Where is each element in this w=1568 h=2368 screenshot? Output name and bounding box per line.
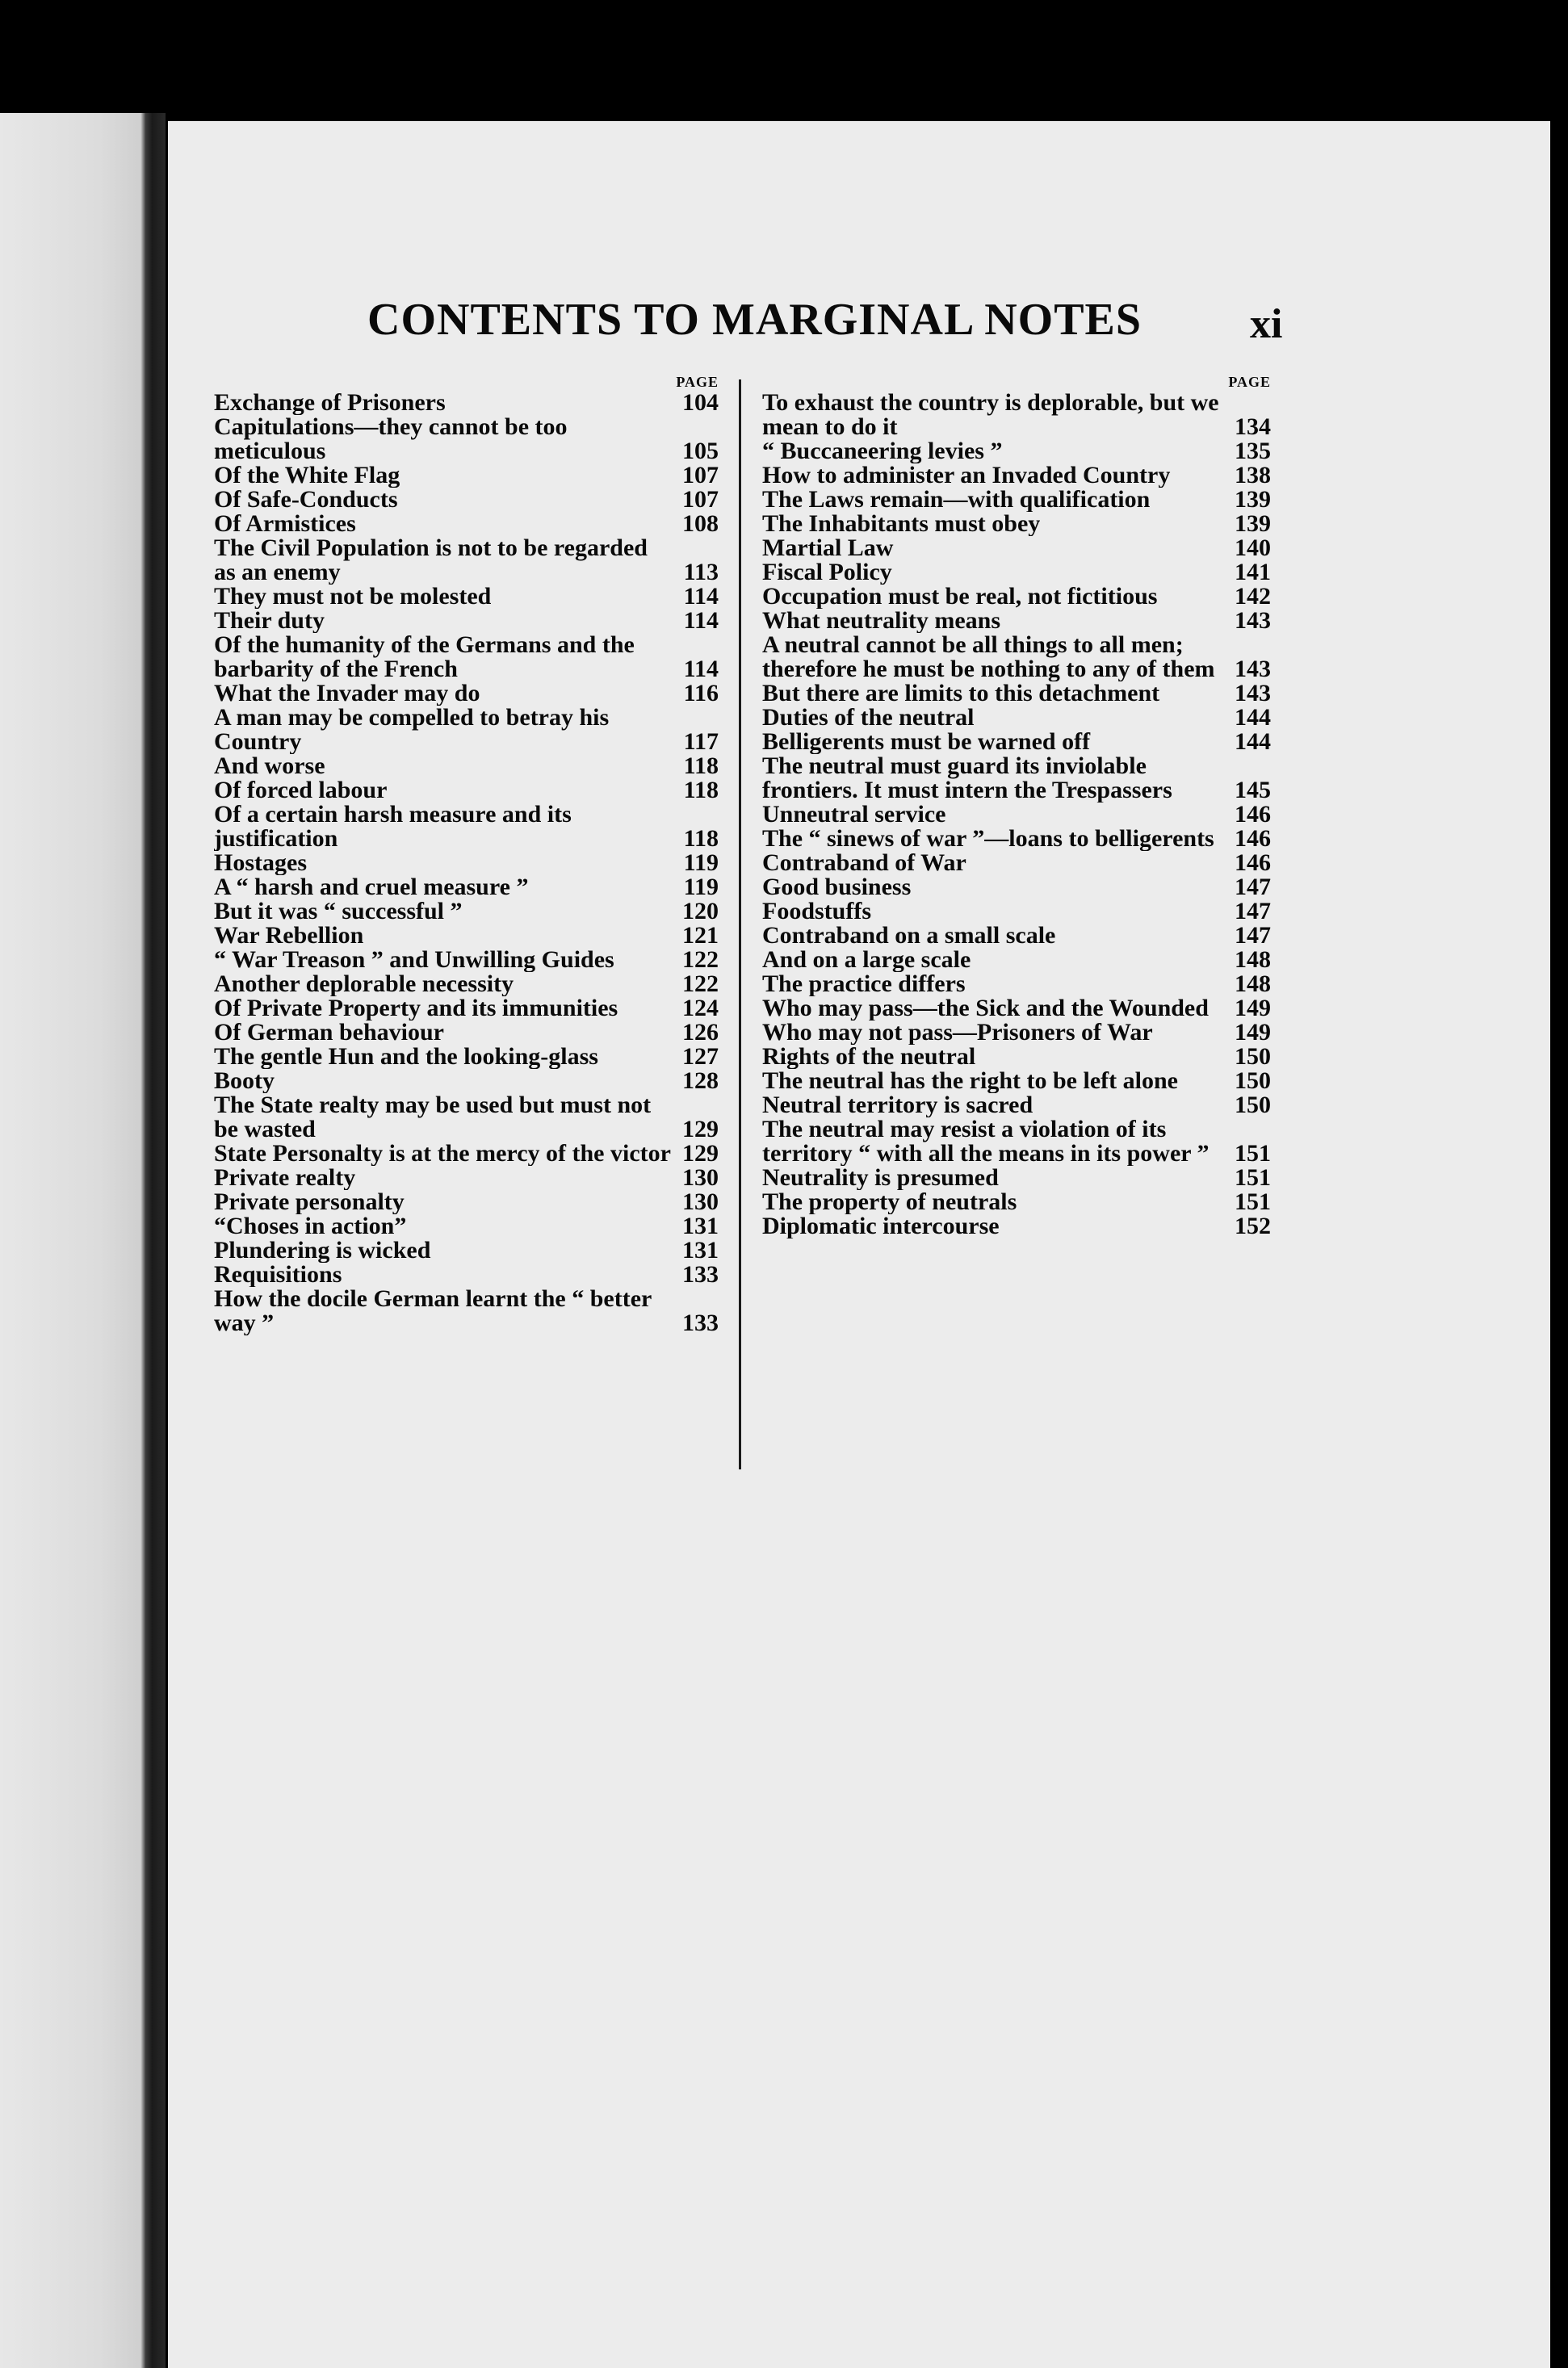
entry-title: Belligerents must be warned off — [762, 730, 1091, 754]
entry-page-number: 114 — [683, 607, 719, 634]
contents-entry — [762, 1190, 1271, 1214]
entry-title: They must not be molested — [214, 585, 492, 609]
entry-title: Rights of the neutral — [762, 1045, 976, 1069]
entry-title: Unneutral service — [762, 803, 946, 827]
entry-page-number: 107 — [682, 462, 719, 488]
entry-title: To exhaust the country is deplorable, but we mean to do it — [762, 391, 1219, 439]
entry-title: State Personalty is at the mercy of the victor — [214, 1142, 671, 1166]
contents-entry — [762, 681, 1271, 706]
entry-page-number: 130 — [682, 1164, 719, 1191]
entry-page-number: 131 — [682, 1213, 719, 1239]
entry-title: Duties of the neutral — [762, 706, 975, 730]
entry-page-number: 119 — [683, 849, 719, 876]
right-entry-list — [762, 391, 1271, 1238]
entry-title: But there are limits to this detachment — [762, 681, 1160, 706]
contents-entry — [214, 899, 719, 924]
entry-page-number: 117 — [683, 728, 719, 755]
entry-page-number: 149 — [1235, 995, 1271, 1021]
contents-entry — [214, 415, 719, 463]
entry-title: A man may be compelled to betray his Country — [214, 706, 610, 754]
contents-entry — [762, 585, 1271, 609]
contents-entry — [214, 1021, 719, 1045]
contents-entry — [214, 875, 719, 899]
entry-title: Neutral territory is sacred — [762, 1093, 1033, 1117]
entry-title: The practice differs — [762, 972, 966, 996]
entry-title: And worse — [214, 754, 325, 778]
entry-page-number: 144 — [1235, 704, 1271, 731]
entry-title: How to administer an Invaded Country — [762, 463, 1171, 488]
contents-entry — [762, 536, 1271, 560]
entry-title: Requisitions — [214, 1263, 342, 1287]
entry-page-number: 122 — [682, 946, 719, 973]
entry-page-number: 107 — [682, 486, 719, 513]
entry-title: Good business — [762, 875, 912, 899]
contents-entry — [214, 1214, 719, 1238]
column-divider — [739, 379, 741, 1469]
entry-page-number: 108 — [682, 510, 719, 537]
contents-entry — [214, 536, 719, 585]
entry-page-number: 130 — [682, 1188, 719, 1215]
entry-page-number: 142 — [1235, 583, 1271, 610]
entry-page-number: 146 — [1235, 825, 1271, 852]
entry-page-number: 131 — [682, 1237, 719, 1264]
entry-title: What neutrality means — [762, 609, 1000, 633]
contents-entry — [214, 803, 719, 851]
contents-entry — [762, 899, 1271, 924]
contents-entry — [214, 512, 719, 536]
entry-page-number: 113 — [683, 559, 719, 585]
contents-entry — [762, 1045, 1271, 1069]
entry-page-number: 151 — [1235, 1164, 1271, 1191]
entry-title: A neutral cannot be all things to all men; therefore he must be nothing to any of them — [762, 633, 1215, 681]
contents-entry — [214, 391, 719, 415]
contents-entry — [762, 730, 1271, 754]
entry-page-number: 121 — [682, 922, 719, 949]
entry-page-number: 146 — [1235, 801, 1271, 828]
entry-title: How the docile German learnt the “ better way ” — [214, 1287, 652, 1335]
entry-title: Diplomatic intercourse — [762, 1214, 1000, 1238]
entry-page-number: 148 — [1235, 970, 1271, 997]
contents-entry — [214, 754, 719, 778]
page-column-label: PAGE — [1228, 374, 1271, 390]
entry-page-number: 129 — [682, 1116, 719, 1142]
entry-title: The Civil Population is not to be regarded as an enemy — [214, 536, 648, 585]
entry-title: Exchange of Prisoners — [214, 391, 446, 415]
entry-title: Neutrality is presumed — [762, 1166, 999, 1190]
entry-title: The Laws remain—with qualification — [762, 488, 1151, 512]
contents-entry — [214, 1190, 719, 1214]
entry-title: The property of neutrals — [762, 1190, 1017, 1214]
entry-page-number: 145 — [1235, 777, 1271, 803]
contents-entry — [762, 463, 1271, 488]
entry-title: Foodstuffs — [762, 899, 872, 924]
entry-page-number: 140 — [1235, 534, 1271, 561]
contents-entry — [214, 972, 719, 996]
entry-title: Plundering is wicked — [214, 1238, 431, 1263]
contents-entry — [214, 1287, 719, 1335]
contents-entry — [762, 924, 1271, 948]
entry-page-number: 147 — [1235, 898, 1271, 924]
entry-page-number: 151 — [1235, 1140, 1271, 1167]
entry-page-number: 119 — [683, 874, 719, 900]
entry-title: And on a large scale — [762, 948, 971, 972]
contents-entry — [762, 488, 1271, 512]
contents-entry — [762, 706, 1271, 730]
contents-entry — [214, 1166, 719, 1190]
entry-page-number: 114 — [683, 656, 719, 682]
entry-page-number: 143 — [1235, 680, 1271, 706]
entry-title: “ Buccaneering levies ” — [762, 439, 1003, 463]
entry-title: Occupation must be real, not fictitious — [762, 585, 1158, 609]
entry-page-number: 118 — [683, 752, 719, 779]
page-title: CONTENTS TO MARGINAL NOTES — [367, 295, 1142, 345]
entry-page-number: 127 — [682, 1043, 719, 1070]
entry-title: A “ harsh and cruel measure ” — [214, 875, 529, 899]
contents-entry — [762, 996, 1271, 1021]
entry-title: But it was “ successful ” — [214, 899, 463, 924]
entry-title: Of the humanity of the Germans and the barbarity of the French — [214, 633, 635, 681]
entry-page-number: 122 — [682, 970, 719, 997]
entry-page-number: 151 — [1235, 1188, 1271, 1215]
contents-entry — [762, 1021, 1271, 1045]
contents-entry — [214, 1263, 719, 1287]
entry-page-number: 141 — [1235, 559, 1271, 585]
entry-page-number: 150 — [1235, 1043, 1271, 1070]
contents-entry — [214, 1069, 719, 1093]
entry-page-number: 120 — [682, 898, 719, 924]
contents-entry — [762, 609, 1271, 633]
entry-page-number: 128 — [682, 1067, 719, 1094]
entry-page-number: 139 — [1235, 486, 1271, 513]
entry-title: Private realty — [214, 1166, 356, 1190]
book-spine — [0, 113, 166, 2368]
left-entry-list — [214, 391, 719, 1335]
contents-entry — [214, 1045, 719, 1069]
contents-entry — [214, 948, 719, 972]
entry-title: The Inhabitants must obey — [762, 512, 1041, 536]
entry-title: What the Invader may do — [214, 681, 480, 706]
contents-entry — [762, 851, 1271, 875]
contents-entry — [762, 560, 1271, 585]
entry-page-number: 138 — [1235, 462, 1271, 488]
entry-title: Of a certain harsh measure and its justification — [214, 803, 572, 851]
entry-title: Capitulations—they cannot be too meticulous — [214, 415, 568, 463]
entry-title: Their duty — [214, 609, 325, 633]
entry-page-number: 139 — [1235, 510, 1271, 537]
contents-entry — [762, 1069, 1271, 1093]
entry-page-number: 105 — [682, 438, 719, 464]
contents-entry — [762, 391, 1271, 439]
entry-page-number: 104 — [682, 389, 719, 416]
entry-page-number: 124 — [682, 995, 719, 1021]
entry-page-number: 133 — [682, 1310, 719, 1336]
contents-entry — [762, 948, 1271, 972]
entry-title: War Rebellion — [214, 924, 364, 948]
entry-title: The State realty may be used but must not be wasted — [214, 1093, 652, 1142]
contents-entry — [762, 1214, 1271, 1238]
entry-page-number: 146 — [1235, 849, 1271, 876]
contents-entry — [214, 1238, 719, 1263]
entry-title: Of German behaviour — [214, 1021, 444, 1045]
entry-page-number: 116 — [683, 680, 719, 706]
contents-entry — [214, 1093, 719, 1142]
entry-title: Fiscal Policy — [762, 560, 892, 585]
entry-page-number: 144 — [1235, 728, 1271, 755]
contents-entry — [762, 972, 1271, 996]
entry-page-number: 135 — [1235, 438, 1271, 464]
contents-entry — [762, 439, 1271, 463]
entry-page-number: 129 — [682, 1140, 719, 1167]
contents-entry — [762, 1093, 1271, 1117]
entry-page-number: 118 — [683, 777, 719, 803]
entry-title: Martial Law — [762, 536, 894, 560]
contents-entry — [214, 778, 719, 803]
entry-title: Another deplorable necessity — [214, 972, 514, 996]
contents-entry — [762, 1117, 1271, 1166]
contents-entry — [762, 1166, 1271, 1190]
contents-entry — [762, 512, 1271, 536]
contents-entry — [214, 851, 719, 875]
entry-page-number: 114 — [683, 583, 719, 610]
entry-page-number: 143 — [1235, 607, 1271, 634]
entry-title: Contraband of War — [762, 851, 966, 875]
entry-title: Contraband on a small scale — [762, 924, 1056, 948]
entry-title: The neutral has the right to be left alone — [762, 1069, 1178, 1093]
entry-title: Booty — [214, 1069, 275, 1093]
contents-entry — [762, 633, 1271, 681]
contents-entry — [214, 463, 719, 488]
entry-page-number: 150 — [1235, 1092, 1271, 1118]
entry-title: Of Private Property and its immunities — [214, 996, 618, 1021]
contents-entry — [214, 681, 719, 706]
page-number: xi — [1250, 301, 1283, 347]
entry-page-number: 143 — [1235, 656, 1271, 682]
entry-page-number: 147 — [1235, 874, 1271, 900]
entry-page-number: 133 — [682, 1261, 719, 1288]
entry-page-number: 147 — [1235, 922, 1271, 949]
entry-title: The gentle Hun and the looking-glass — [214, 1045, 598, 1069]
contents-entry — [214, 488, 719, 512]
right-contents-column — [762, 373, 1271, 1238]
entry-page-number: 149 — [1235, 1019, 1271, 1046]
entry-title: “Choses in action” — [214, 1214, 407, 1238]
contents-entry — [214, 585, 719, 609]
contents-entry — [214, 633, 719, 681]
entry-title: The neutral must guard its inviolable frontiers. It must intern the Trespassers — [762, 754, 1172, 803]
entry-title: Of Safe-Conducts — [214, 488, 398, 512]
contents-entry — [762, 803, 1271, 827]
entry-title: Who may not pass—Prisoners of War — [762, 1021, 1153, 1045]
contents-entry — [214, 706, 719, 754]
entry-title: Hostages — [214, 851, 307, 875]
contents-entry — [214, 1142, 719, 1166]
left-contents-column — [214, 373, 719, 1335]
entry-page-number: 152 — [1235, 1213, 1271, 1239]
contents-entry — [762, 875, 1271, 899]
entry-title: “ War Treason ” and Unwilling Guides — [214, 948, 614, 972]
contents-entry — [762, 827, 1271, 851]
entry-title: Of Armistices — [214, 512, 356, 536]
entry-title: Who may pass—the Sick and the Wounded — [762, 996, 1209, 1021]
contents-entry — [214, 924, 719, 948]
entry-page-number: 126 — [682, 1019, 719, 1046]
entry-title: Of forced labour — [214, 778, 388, 803]
entry-title: Of the White Flag — [214, 463, 400, 488]
entry-title: The neutral may resist a violation of its territory “ with all the means in its power ” — [762, 1117, 1210, 1166]
contents-entry — [214, 609, 719, 633]
entry-title: The “ sinews of war ”—loans to belligerents — [762, 827, 1214, 851]
entry-title: Private personalty — [214, 1190, 405, 1214]
contents-entry — [762, 754, 1271, 803]
contents-entry — [214, 996, 719, 1021]
entry-page-number: 148 — [1235, 946, 1271, 973]
entry-page-number: 134 — [1235, 413, 1271, 440]
entry-page-number: 150 — [1235, 1067, 1271, 1094]
entry-page-number: 118 — [683, 825, 719, 852]
page-column-label: PAGE — [676, 374, 719, 390]
